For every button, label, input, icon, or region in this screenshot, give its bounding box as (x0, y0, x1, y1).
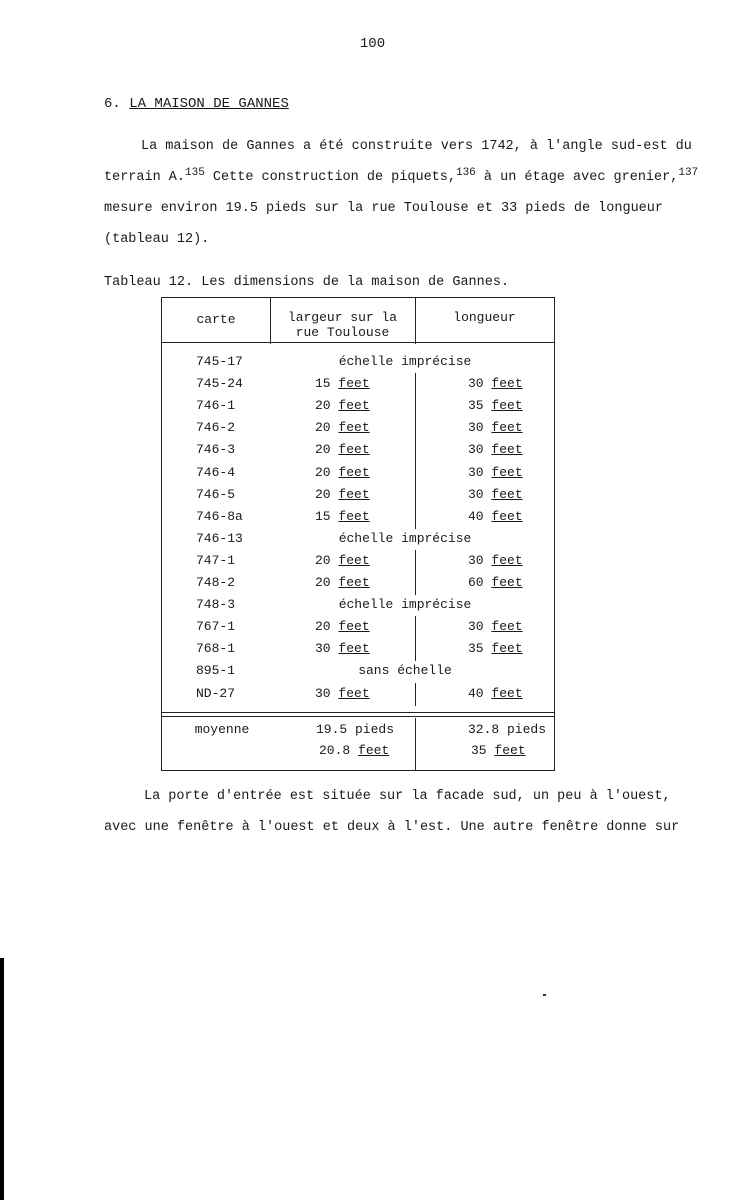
row-width (315, 619, 370, 634)
row-width-value: 20 (315, 575, 331, 590)
row-length-value: 30 (468, 464, 484, 480)
row-width-value: 30 (315, 685, 331, 701)
row-length-value: 30 (468, 442, 484, 458)
row-carte: 745-17 (196, 354, 243, 369)
row-length-unit: feet (491, 442, 523, 458)
average-width-feet-unit: feet (358, 743, 390, 758)
row-length (468, 420, 523, 435)
row-width (315, 465, 370, 480)
row-carte: ND-27 (196, 685, 236, 701)
row-width-unit: feet (338, 685, 370, 701)
row-width-value: 30 (315, 641, 331, 657)
row-divider (415, 439, 416, 462)
row-width-value: 15 (315, 508, 331, 524)
row-scale-note: échelle imprécise (338, 354, 472, 369)
row-width (315, 442, 370, 457)
row-divider (415, 395, 416, 418)
row-width-unit: feet (338, 398, 370, 414)
row-length-value: 35 (468, 641, 484, 657)
row-divider (415, 638, 416, 661)
footnote-ref-135: 135 (185, 167, 205, 179)
row-carte: 746-2 (196, 420, 236, 436)
page-number: 100 (359, 36, 386, 52)
row-scale-note: échelle imprécise (338, 530, 472, 546)
row-width-unit: feet (338, 464, 370, 480)
row-length-unit: feet (491, 464, 523, 480)
row-length (468, 376, 523, 391)
section-heading (104, 96, 289, 112)
row-width-unit: feet (338, 376, 370, 392)
row-divider (415, 462, 416, 485)
intro-line-2a: terrain A. (104, 170, 186, 185)
row-length-value: 40 (468, 685, 484, 701)
after-line-1: La porte d'entrée est située sur la facade sud, un peu à l'ouest, (144, 789, 671, 804)
intro-line-3: mesure environ 19.5 pieds sur la rue Toulouse et 33 pieds de longueur (104, 201, 663, 216)
row-width-value: 20 (315, 420, 331, 436)
row-carte: 767-1 (196, 619, 236, 635)
row-width (315, 553, 370, 568)
row-divider (415, 484, 416, 507)
header-rule (162, 342, 554, 343)
row-carte: 746-5 (196, 486, 236, 502)
row-width (315, 376, 370, 391)
row-width (315, 487, 370, 502)
row-width-unit: feet (338, 508, 370, 524)
row-divider (415, 417, 416, 440)
dimensions-table (161, 297, 555, 771)
row-divider (415, 572, 416, 595)
row-length-unit: feet (491, 685, 523, 701)
row-divider (415, 506, 416, 529)
row-scale-note: échelle imprécise (338, 597, 472, 613)
row-width-value: 20 (315, 552, 331, 568)
row-length-unit: feet (491, 641, 523, 657)
intro-line-2c: à un étage avec grenier, (475, 170, 679, 185)
row-divider (415, 683, 416, 706)
intro-line-4: (tableau 12). (104, 232, 210, 247)
row-length (468, 442, 523, 457)
header-longueur: longueur (453, 310, 516, 325)
footnote-ref-137: 137 (678, 167, 699, 179)
row-length (468, 575, 523, 590)
row-length-unit: feet (491, 619, 523, 635)
row-width (315, 686, 370, 701)
row-width-value: 20 (315, 398, 331, 414)
row-length-unit: feet (491, 552, 523, 568)
row-length-value: 30 (468, 552, 484, 568)
row-carte: 745-24 (196, 376, 243, 392)
scan-edge-mark (0, 958, 4, 1200)
average-width-pieds: 19.5 pieds (316, 722, 395, 737)
row-carte: 747-1 (196, 552, 236, 568)
row-length (468, 487, 523, 502)
row-width-unit: feet (338, 619, 370, 635)
row-length (468, 553, 523, 568)
row-width-unit: feet (338, 575, 370, 590)
row-width (315, 575, 370, 590)
row-width-value: 20 (315, 442, 331, 458)
row-length-unit: feet (491, 420, 523, 436)
row-width-unit: feet (338, 442, 370, 458)
row-length (468, 641, 523, 656)
row-width-unit: feet (338, 552, 370, 568)
average-rule-top (162, 712, 554, 713)
average-length-feet-value: 35 (471, 743, 487, 758)
average-length-pieds: 32.8 pieds (468, 722, 547, 737)
average-width-feet-value: 20.8 (319, 743, 351, 758)
section-number: 6. (104, 96, 121, 112)
average-rule-bottom (162, 716, 554, 717)
row-width (315, 420, 370, 435)
row-length-value: 30 (468, 376, 484, 392)
header-carte: carte (196, 312, 236, 327)
row-scale-note: sans échelle (358, 663, 452, 679)
row-length-value: 30 (468, 486, 484, 502)
scan-speck (543, 994, 546, 996)
row-carte: 746-3 (196, 442, 236, 458)
row-divider (415, 616, 416, 639)
row-width-value: 15 (315, 376, 331, 392)
row-divider (415, 373, 416, 396)
row-width-value: 20 (315, 486, 331, 502)
section-title: LA MAISON DE GANNES (129, 96, 289, 112)
average-length-feet (471, 743, 526, 758)
row-length-unit: feet (491, 376, 523, 392)
intro-line-1: La maison de Gannes a été construite vers 1742, à l'angle sud-est du (141, 139, 692, 154)
row-width-value: 20 (315, 464, 331, 480)
row-carte: 746-4 (196, 464, 236, 480)
after-line-2: avec une fenêtre à l'ouest et deux à l'est. Une autre fenêtre donne sur (104, 820, 680, 835)
row-length (468, 619, 523, 634)
row-length-value: 30 (468, 619, 484, 635)
row-carte: 746-13 (196, 530, 243, 546)
row-carte: 746-8a (196, 508, 243, 524)
row-length (468, 398, 523, 413)
average-label: moyenne (194, 722, 250, 737)
row-width (315, 509, 370, 524)
row-width (315, 398, 370, 413)
row-length-unit: feet (491, 508, 523, 524)
row-length (468, 686, 523, 701)
row-carte: 748-2 (196, 575, 236, 590)
row-length-value: 35 (468, 398, 484, 414)
row-carte: 746-1 (196, 398, 236, 414)
row-width-unit: feet (338, 641, 370, 657)
header-largeur-line-2: rue Toulouse (295, 325, 390, 340)
row-length-value: 60 (468, 575, 484, 590)
row-width-value: 20 (315, 619, 331, 635)
row-carte: 748-3 (196, 597, 236, 613)
average-width-feet (319, 743, 389, 758)
row-length (468, 509, 523, 524)
row-length-unit: feet (491, 398, 523, 414)
row-length (468, 465, 523, 480)
row-divider (415, 550, 416, 573)
intro-line-2b: Cette construction de piquets, (204, 170, 456, 185)
footnote-ref-136: 136 (455, 167, 476, 179)
row-length-value: 30 (468, 420, 484, 436)
table-caption: Tableau 12. Les dimensions de la maison de Gannes. (104, 275, 510, 290)
row-length-unit: feet (491, 575, 523, 590)
intro-line-2 (104, 167, 699, 185)
row-length-value: 40 (468, 508, 484, 524)
row-length-unit: feet (491, 486, 523, 502)
average-length-feet-unit: feet (494, 743, 526, 758)
row-width (315, 641, 370, 656)
row-carte: 768-1 (196, 641, 236, 657)
row-width-unit: feet (338, 486, 370, 502)
row-carte: 895-1 (196, 663, 236, 679)
row-width-unit: feet (338, 420, 370, 436)
average-divider (415, 718, 416, 770)
header-largeur-line-1: largeur sur la (287, 310, 398, 325)
